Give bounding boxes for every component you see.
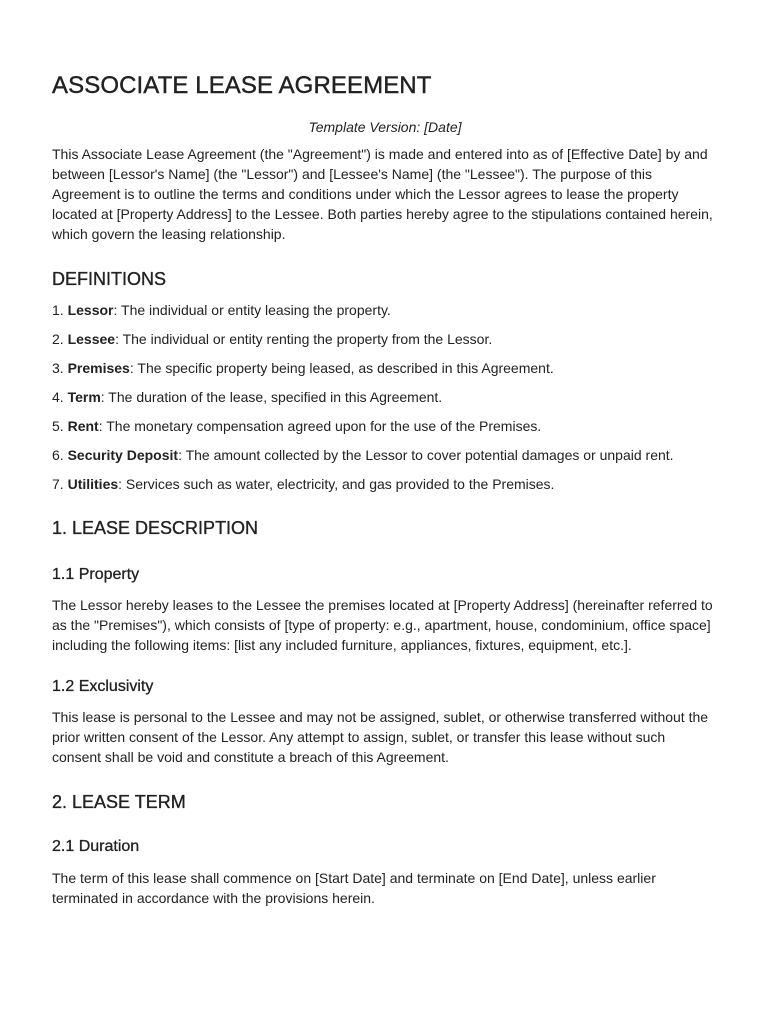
intro-paragraph: This Associate Lease Agreement (the "Agreement") is made and entered into as of [Effective Date] by and between [Lessor's Name] (the "Lessor") and [Lessee's Name] (the "Lessee"). The purpose of this Agreement is to outline the terms and conditions under which the Lessor agrees to lease the property located at [Property Address] to the Lessee. Both parties hereby agree to the stipulations contained herein, which govern the leasing relationship. — [52, 146, 713, 242]
property-paragraph: The Lessor hereby leases to the Lessee the premises located at [Property Address] (hereinafter referred to as the "Premises"), which consists of [type of property: e.g., apartment, house, condominium, office space] including the following items: [list any included furniture, appliances, fixtures, equipment, etc.]. — [52, 597, 713, 653]
property-subheading: 1.1 Property — [52, 566, 140, 583]
duration-subheading: 2.1 Duration — [52, 838, 140, 855]
definition-item: 6. Security Deposit: The amount collected by the Lessor to cover potential damages or unpaid rent. — [52, 447, 674, 463]
definition-item: 1. Lessor: The individual or entity leasing the property. — [52, 302, 391, 318]
definition-item: 5. Rent: The monetary compensation agreed upon for the use of the Premises. — [52, 418, 542, 434]
lease-description-heading: 1. LEASE DESCRIPTION — [52, 518, 259, 538]
definition-item: 3. Premises: The specific property being leased, as described in this Agreement. — [52, 360, 554, 376]
definition-item: 4. Term: The duration of the lease, specified in this Agreement. — [52, 389, 443, 405]
definitions-heading: DEFINITIONS — [52, 269, 167, 289]
lease-term-heading: 2. LEASE TERM — [52, 792, 186, 812]
document-title: ASSOCIATE LEASE AGREEMENT — [52, 72, 432, 99]
exclusivity-paragraph: This lease is personal to the Lessee and may not be assigned, sublet, or otherwise transferred without the prior written consent of the Lessor. Any attempt to assign, sublet, or transfer this lease without such consent shall be void and constitute a breach of this Agreement. — [52, 709, 709, 765]
exclusivity-subheading: 1.2 Exclusivity — [52, 678, 154, 695]
template-version: Template Version: [Date] — [308, 119, 462, 135]
definition-item: 2. Lessee: The individual or entity renting the property from the Lessor. — [52, 331, 493, 347]
definition-item: 7. Utilities: Services such as water, electricity, and gas provided to the Premises. — [52, 476, 555, 492]
duration-paragraph: The term of this lease shall commence on [Start Date] and terminate on [End Date], unless earlier terminated in accordance with the provisions herein. — [52, 870, 656, 906]
definitions-list — [52, 300, 718, 494]
